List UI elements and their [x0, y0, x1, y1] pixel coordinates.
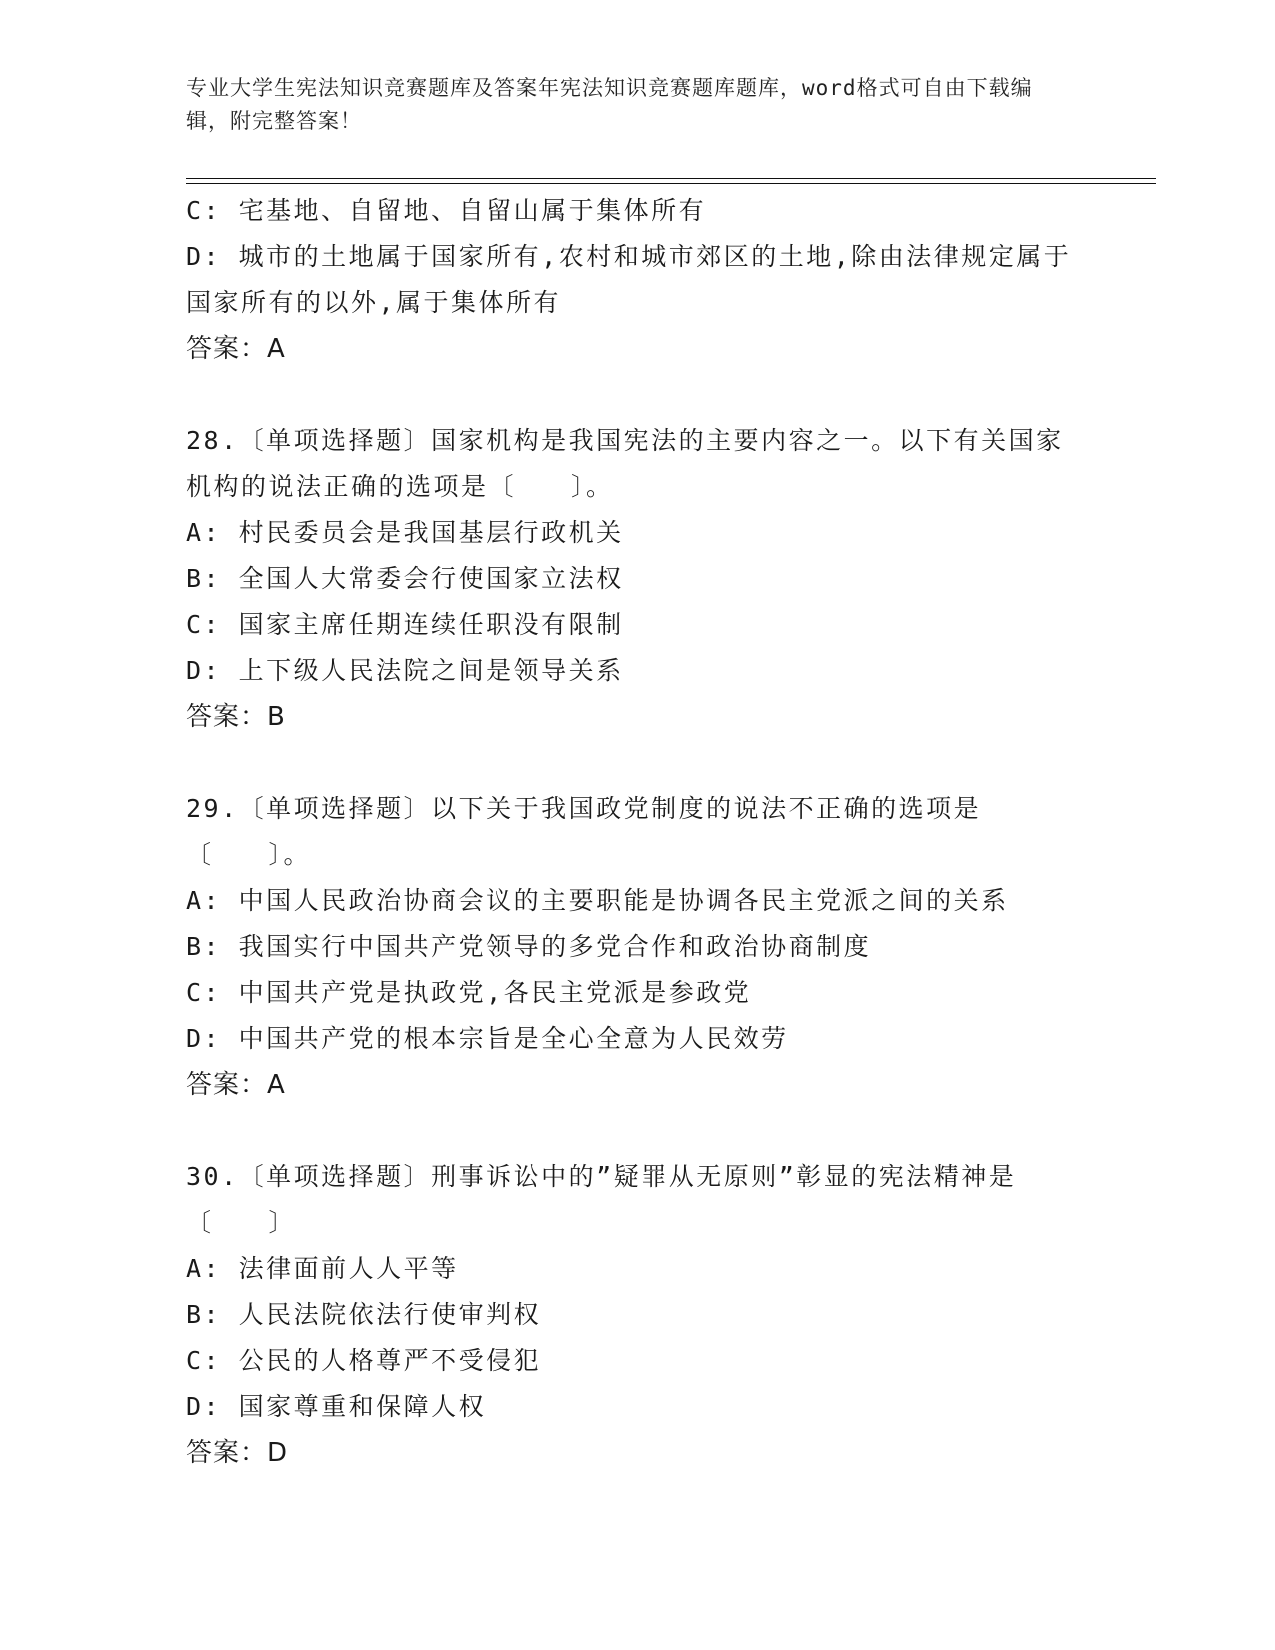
option-d: D: 中国共产党的根本宗旨是全心全意为人民效劳 — [186, 1024, 789, 1053]
option-c: C: 宅基地、自留地、自留山属于集体所有 — [186, 196, 707, 225]
option-c: C: 中国共产党是执政党,各民主党派是参政党 — [186, 978, 752, 1007]
option-b: B: 我国实行中国共产党领导的多党合作和政治协商制度 — [186, 932, 872, 961]
question-text: 28.〔单项选择题〕国家机构是我国宪法的主要内容之一。以下有关国家机构的说法正确的选项是〔 〕。 — [186, 426, 1064, 501]
option-c: C: 国家主席任期连续任职没有限制 — [186, 610, 624, 639]
option-a: A: 村民委员会是我国基层行政机关 — [186, 518, 624, 547]
option-a: A: 中国人民政治协商会议的主要职能是协调各民主党派之间的关系 — [186, 886, 1009, 915]
answer: 答案：D — [186, 1438, 289, 1468]
question-text: 29.〔单项选择题〕以下关于我国政党制度的说法不正确的选项是〔 〕。 — [186, 794, 982, 869]
question-text: 30.〔单项选择题〕刑事诉讼中的”疑罪从无原则”彰显的宪法精神是〔 〕 — [186, 1162, 1017, 1237]
answer: 答案：B — [186, 702, 286, 732]
option-d: D: 城市的土地属于国家所有,农村和城市郊区的土地,除由法律规定属于国家所有的以外,属于集体所有 — [186, 242, 1072, 317]
answer: 答案：A — [186, 334, 286, 364]
option-d: D: 上下级人民法院之间是领导关系 — [186, 656, 624, 685]
partial-question — [186, 188, 1086, 372]
option-d: D: 国家尊重和保障人权 — [186, 1392, 487, 1421]
question-28 — [186, 418, 1086, 740]
header-rule-bottom — [186, 183, 1156, 184]
question-29 — [186, 786, 1086, 1108]
option-b: B: 人民法院依法行使审判权 — [186, 1300, 542, 1329]
header-rule-top — [186, 178, 1156, 179]
question-30 — [186, 1154, 1086, 1476]
answer: 答案：A — [186, 1070, 286, 1100]
document-body — [186, 188, 1086, 1476]
option-b: B: 全国人大常委会行使国家立法权 — [186, 564, 624, 593]
option-a: A: 法律面前人人平等 — [186, 1254, 459, 1283]
page-header: 专业大学生宪法知识竞赛题库及答案年宪法知识竞赛题库题库，word格式可自由下载编辑，附完整答案！ — [186, 76, 1033, 133]
option-c: C: 公民的人格尊严不受侵犯 — [186, 1346, 542, 1375]
